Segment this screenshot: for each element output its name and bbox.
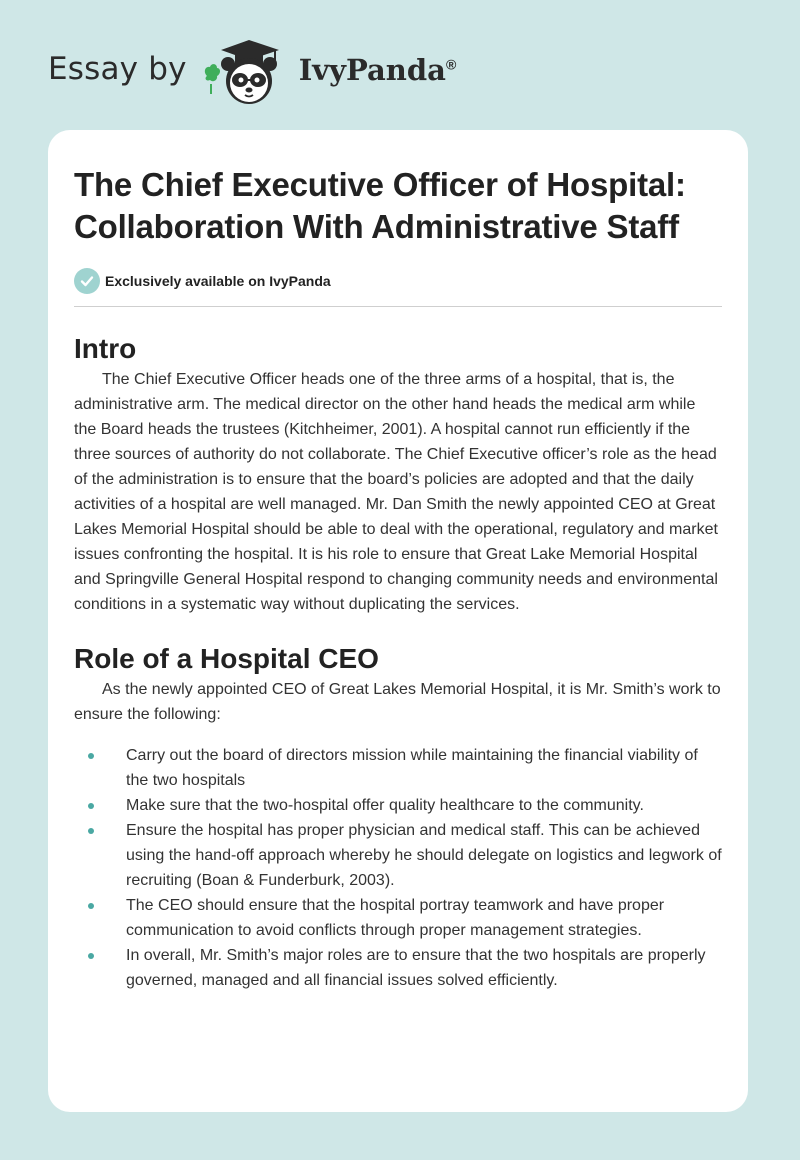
bullet-dot (88, 803, 94, 809)
page-title: The Chief Executive Officer of Hospital: Collaboration With Administrative Staff (74, 166, 686, 245)
list-item (74, 793, 722, 818)
list-item-text: Carry out the board of directors mission while maintaining the financial viability of the two hospitals (126, 747, 698, 789)
section-role (74, 641, 722, 993)
bullet-dot (88, 903, 94, 909)
section-intro (74, 331, 722, 617)
bullet-dot (88, 828, 94, 834)
list-item (74, 743, 722, 793)
section-paragraph: As the newly appointed CEO of Great Lakes Memorial Hospital, it is Mr. Smith’s work to ensure the following: (74, 681, 721, 723)
check-circle-icon (74, 268, 100, 294)
list-item (74, 943, 722, 993)
list-item-text: Make sure that the two-hospital offer quality healthcare to the community. (126, 797, 644, 814)
exclusive-badge (74, 268, 722, 294)
list-item-text: Ensure the hospital has proper physician and medical staff. This can be achieved using the hand-off approach whereby he should delegate on logistics and legwork of recruiting (Boan & Funderburk, 2003). (126, 822, 722, 889)
brand-name: IvyPanda® (298, 53, 457, 87)
bullet-dot (88, 953, 94, 959)
panda-graduate-icon (201, 36, 293, 108)
list-item (74, 893, 722, 943)
bullet-dot (88, 753, 94, 759)
section-heading: Intro (74, 333, 137, 364)
divider (74, 306, 722, 307)
section-paragraph: The Chief Executive Officer heads one of the three arms of a hospital, that is, the administrative arm. The medical director on the other hand heads the medical arm while the Board heads the trustees (Kitchheimer, 2001). A hospital cannot run efficiently if the three sources of authority do not collaborate. The Chief Executive officer’s role as the head of the administration is to ensure that the board’s policies are adopted and that the daily activities of a hospital are well managed. Mr. Dan Smith the newly appointed CEO at Great Lakes Memorial Hospital should be able to deal with the operational, regulatory and market issues confronting the hospital. It is his role to ensure that Great Lake Memorial Hospital and Springville General Hospital respond to changing community needs and environmental conditions in a systematic way without duplicating the services. (74, 371, 718, 613)
essay-card (48, 130, 748, 1112)
list-item-text: In overall, Mr. Smith’s major roles are to ensure that the two hospitals are properly governed, managed and all financial issues solved efficiently. (126, 947, 706, 989)
exclusive-label: Exclusively available on IvyPanda (105, 273, 331, 289)
brand-prefix: Essay by (48, 51, 187, 87)
brand-header[interactable] (48, 36, 456, 108)
bullet-list (74, 743, 722, 993)
section-heading: Role of a Hospital CEO (74, 643, 379, 674)
list-item-text: The CEO should ensure that the hospital portray teamwork and have proper communication to avoid conflicts through proper management strategies. (126, 897, 665, 939)
list-item (74, 818, 722, 893)
